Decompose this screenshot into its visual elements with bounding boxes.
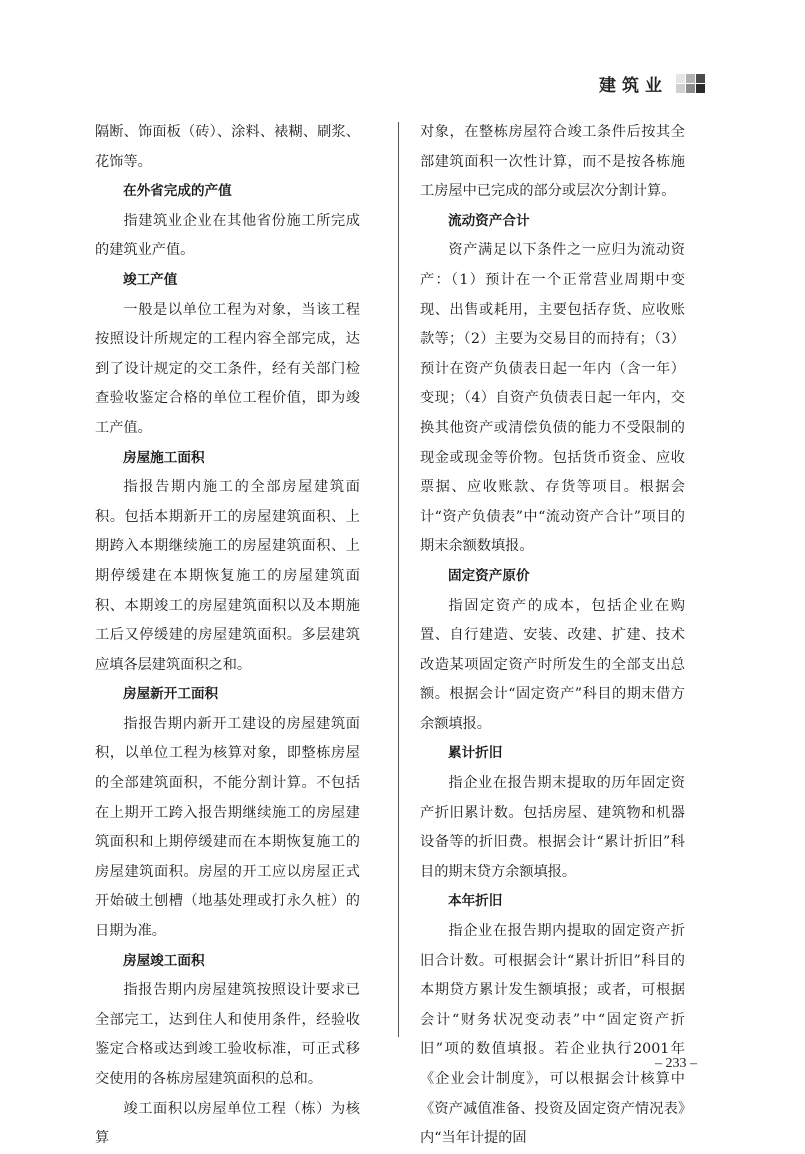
entry-body: 指报告期内房屋建筑按照设计要求已全部完工，达到住人和使用条件，经验收鉴定合格或达到竣工验收标准，可正式移交使用的各栋房屋建筑面积的总和。 <box>95 982 360 1087</box>
deco-square <box>676 74 685 83</box>
entry-body: 一般是以单位工程为对象，当该工程按照设计所规定的工程内容全部完成，达到了设计规定的交工条件，经有关部门检查验收鉴定合格的单位工程价值，即为竣工产值。 <box>95 301 360 436</box>
entry-title-accumulated-depreciation: 累计折旧 <box>448 745 503 762</box>
page-number: – 233 – <box>655 1056 697 1071</box>
entry-body: 指报告期内施工的全部房屋建筑面积。包括本期新开工的房屋建筑面积、上期跨入本期继续施工的房屋建筑面积、上期停缓建在本期恢复施工的房屋建筑面积、本期竣工的房屋建筑面积以及本期施工后又停缓建的房屋建筑面积。多层建筑应填各层建筑面积之和。 <box>95 479 360 673</box>
entry-title-floor-area-under-construction: 房屋施工面积 <box>123 449 205 466</box>
deco-square <box>686 84 695 93</box>
left-column <box>95 118 360 1154</box>
right-column <box>420 118 685 1154</box>
entry-body: 资产满足以下条件之一应归为流动资产：（1）预计在一个正常营业周期中变现、出售或耗用，主要包括存货、应收账款等；（2）主要为交易目的而持有；（3）预计在资产负债表日起一年内（含一年）变现；（4）自资产负债表日起一年内，交换其他资产或清偿负债的能力不受限制的现金或现金等价物。包括货币资金、应收票据、应收账款、存货等项目。根据会计“资产负债表”中“流动资产合计”项目的期末余额数填报。 <box>420 242 685 555</box>
deco-square <box>696 74 705 83</box>
running-header <box>599 70 705 96</box>
continued-paragraph: 对象，在整栋房屋符合竣工条件后按其全部建筑面积一次性计算，而不是按各栋施工房屋中已完成的部分或层次分割计算。 <box>420 124 685 200</box>
entry-title-outside-province-output: 在外省完成的产值 <box>123 183 232 200</box>
continued-paragraph: 隔断、饰面板（砖）、涂料、裱糊、刷浆、花饰等。 <box>95 124 360 170</box>
entry-title-total-current-assets: 流动资产合计 <box>448 212 530 229</box>
entry-title-newly-started-area: 房屋新开工面积 <box>123 686 219 703</box>
entry-body: 指企业在报告期内提取的固定资产折旧合计数。可根据会计“累计折旧”科目的本期贷方累计发生额填报；或者，可根据会计“财务状况变动表”中“固定资产折旧”项的数值填报。若企业执行2001年《企业会计制度》，可以根据会计核算中《资产减值准备、投资及固定资产情况表》内“当年计提的固 <box>420 923 685 1147</box>
entry-title-completed-area: 房屋竣工面积 <box>123 952 205 969</box>
entry-title-completed-output: 竣工产值 <box>123 271 178 288</box>
entry-title-current-year-depreciation: 本年折旧 <box>448 893 503 910</box>
header-decoration <box>676 74 705 93</box>
entry-body: 指企业在报告期末提取的历年固定资产折旧累计数。包括房屋、建筑物和机器设备等的折旧费。根据会计“累计折旧”科目的期末贷方余额填报。 <box>420 775 685 880</box>
deco-square <box>686 74 695 83</box>
column-divider <box>398 122 399 1037</box>
deco-square <box>696 84 705 93</box>
entry-body: 指建筑业企业在其他省份施工所完成的建筑业产值。 <box>95 212 360 259</box>
entry-body: 指报告期内新开工建设的房屋建筑面积，以单位工程为核算对象，即整栋房屋的全部建筑面积，不能分割计算。不包括在上期开工跨入报告期继续施工的房屋建筑面积和上期停缓建而在本期恢复施工的房屋建筑面积。房屋的开工应以房屋正式开始破土刨槽（地基处理或打永久桩）的日期为准。 <box>95 715 360 940</box>
chapter-title: 建筑业 <box>599 75 668 96</box>
deco-square <box>676 84 685 93</box>
entry-body: 竣工面积以房屋单位工程（栋）为核算 <box>95 1100 360 1147</box>
entry-body: 指固定资产的成本，包括企业在购置、自行建造、安装、改建、扩建、技术改造某项固定资产时所发生的全部支出总额。根据会计“固定资产”科目的期末借方余额填报。 <box>420 597 685 732</box>
entry-title-original-fixed-assets: 固定资产原价 <box>448 567 530 584</box>
